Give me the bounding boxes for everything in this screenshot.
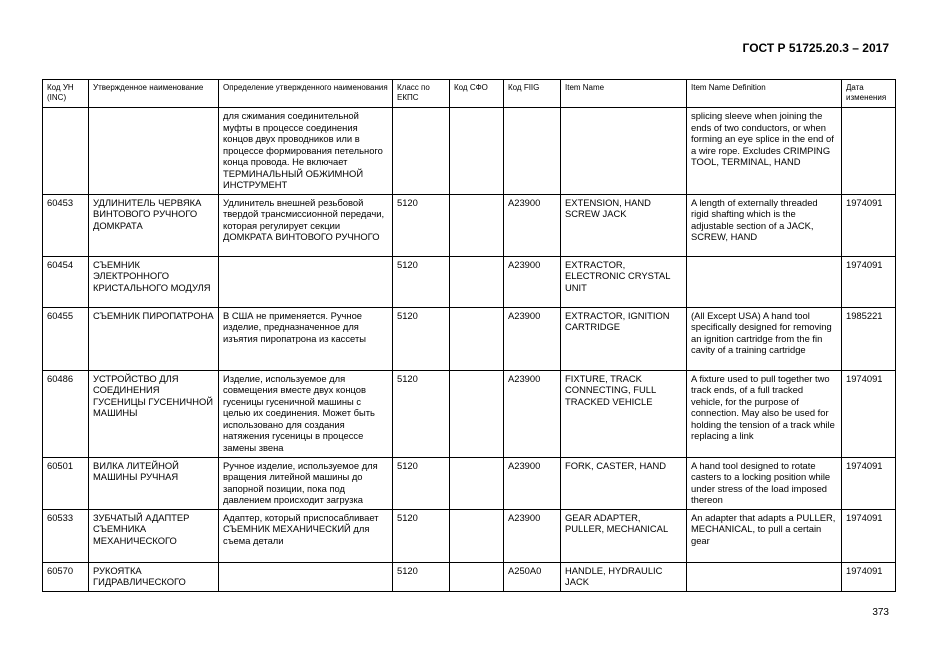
- cell-date: 1974091: [842, 509, 896, 562]
- cell-inc: 60454: [43, 256, 89, 307]
- table-row: [43, 370, 896, 457]
- cell-item-definition: An adapter that adapts a PULLER, MECHANICAL, to pull a certain gear: [687, 509, 842, 562]
- cell-inc: 60486: [43, 370, 89, 457]
- cell-definition: Ручное изделие, используемое для вращения литейной машины до запорной позиции, пока под давлением происходит загрузка: [219, 457, 393, 509]
- cell-item-name: FIXTURE, TRACK CONNECTING, FULL TRACKED VEHICLE: [561, 370, 687, 457]
- column-header-class: Класс по ЕКПС: [393, 80, 450, 108]
- cell-sfo: [450, 509, 504, 562]
- cell-inc: [43, 108, 89, 195]
- cell-inc: 60533: [43, 509, 89, 562]
- cell-item-definition: A hand tool designed to rotate casters to a locking position while under stress of the load imposed thereon: [687, 457, 842, 509]
- cell-inc: 60570: [43, 562, 89, 591]
- cell-date: 1974091: [842, 256, 896, 307]
- column-header-approved-name: Утвержденное наименование: [89, 80, 219, 108]
- cell-approved-name: ЗУБЧАТЫЙ АДАПТЕР СЪЕМНИКА МЕХАНИЧЕСКОГО: [89, 509, 219, 562]
- column-header-inc: Код УН (INC): [43, 80, 89, 108]
- cell-inc: 60455: [43, 307, 89, 370]
- cell-item-name: [561, 108, 687, 195]
- cell-fiig: A23900: [504, 307, 561, 370]
- cell-approved-name: РУКОЯТКА ГИДРАВЛИЧЕСКОГО: [89, 562, 219, 591]
- cell-item-name: EXTRACTOR, IGNITION CARTRIDGE: [561, 307, 687, 370]
- table-row: [43, 194, 896, 256]
- cell-approved-name: ВИЛКА ЛИТЕЙНОЙ МАШИНЫ РУЧНАЯ: [89, 457, 219, 509]
- cell-definition: для сжимания соединительной муфты в процессе соединения концов двух проводников или в процессе формирования петельного конца провода. Не включает ТЕРМИНАЛЬНЫЙ ОБЖИМНОЙ ИНСТРУМЕНТ: [219, 108, 393, 195]
- table-row: [43, 256, 896, 307]
- cell-date: 1974091: [842, 457, 896, 509]
- cell-date: [842, 108, 896, 195]
- cell-sfo: [450, 256, 504, 307]
- table-row: [43, 108, 896, 195]
- cell-definition: [219, 256, 393, 307]
- cell-class: [393, 108, 450, 195]
- cell-inc: 60501: [43, 457, 89, 509]
- page-number: 373: [872, 607, 889, 618]
- cell-class: 5120: [393, 307, 450, 370]
- table-row: [43, 509, 896, 562]
- cell-item-definition: [687, 562, 842, 591]
- table-row: [43, 562, 896, 591]
- cell-approved-name: УСТРОЙСТВО ДЛЯ СОЕДИНЕНИЯ ГУСЕНИЦЫ ГУСЕНИЧНОЙ МАШИНЫ: [89, 370, 219, 457]
- cell-approved-name: УДЛИНИТЕЛЬ ЧЕРВЯКА ВИНТОВОГО РУЧНОГО ДОМКРАТА: [89, 194, 219, 256]
- cell-fiig: A23900: [504, 509, 561, 562]
- cell-class: 5120: [393, 562, 450, 591]
- cell-sfo: [450, 457, 504, 509]
- cell-fiig: A23900: [504, 457, 561, 509]
- table-header-row: [43, 80, 896, 108]
- cell-item-name: FORK, CASTER, HAND: [561, 457, 687, 509]
- cell-sfo: [450, 194, 504, 256]
- table-row: [43, 457, 896, 509]
- cell-item-definition: splicing sleeve when joining the ends of two conductors, or when forming an eye splice in the end of a wire rope. Excludes CRIMPING TOOL, TERMINAL, HAND: [687, 108, 842, 195]
- column-header-sfo: Код СФО: [450, 80, 504, 108]
- column-header-item-definition: Item Name Definition: [687, 80, 842, 108]
- cell-definition: Изделие, используемое для совмещения вместе двух концов гусеницы гусеничной машины с целью их соединения. Может быть использовано для создания натяжения гусеницы в процессе замены звена: [219, 370, 393, 457]
- cell-item-definition: [687, 256, 842, 307]
- cell-definition: Адаптер, который приспосабливает СЪЕМНИК МЕХАНИЧЕСКИЙ для съема детали: [219, 509, 393, 562]
- cell-date: 1985221: [842, 307, 896, 370]
- cell-sfo: [450, 562, 504, 591]
- cell-fiig: A23900: [504, 256, 561, 307]
- cell-item-name: EXTENSION, HAND SCREW JACK: [561, 194, 687, 256]
- cell-item-definition: (All Except USA) A hand tool specifically designed for removing an ignition cartridge from the fin cavity of a training cartridge: [687, 307, 842, 370]
- cell-class: 5120: [393, 370, 450, 457]
- cell-definition: В США не применяется. Ручное изделие, предназначенное для изъятия пиропатрона из кассеты: [219, 307, 393, 370]
- cell-approved-name: СЪЕМНИК ПИРОПАТРОНА: [89, 307, 219, 370]
- cell-class: 5120: [393, 457, 450, 509]
- cell-item-name: GEAR ADAPTER, PULLER, MECHANICAL: [561, 509, 687, 562]
- cell-item-definition: A length of externally threaded rigid shafting which is the adjustable section of a JACK, SCREW, HAND: [687, 194, 842, 256]
- column-header-fiig: Код FIIG: [504, 80, 561, 108]
- cell-item-name: EXTRACTOR, ELECTRONIC CRYSTAL UNIT: [561, 256, 687, 307]
- cell-sfo: [450, 370, 504, 457]
- cell-fiig: A23900: [504, 194, 561, 256]
- cell-class: 5120: [393, 256, 450, 307]
- cell-item-name: HANDLE, HYDRAULIC JACK: [561, 562, 687, 591]
- cell-definition: Удлинитель внешней резьбовой твердой трансмиссионной передачи, которая регулирует секции ДОМКРАТА ВИНТОВОГО РУЧНОГО: [219, 194, 393, 256]
- column-header-item-name: Item Name: [561, 80, 687, 108]
- cell-date: 1974091: [842, 194, 896, 256]
- cell-fiig: A23900: [504, 370, 561, 457]
- nomenclature-table: [42, 79, 896, 592]
- cell-sfo: [450, 108, 504, 195]
- cell-definition: [219, 562, 393, 591]
- cell-approved-name: СЪЕМНИК ЭЛЕКТРОННОГО КРИСТАЛЬНОГО МОДУЛЯ: [89, 256, 219, 307]
- document-header: ГОСТ Р 51725.20.3 – 2017: [742, 41, 889, 55]
- table-row: [43, 307, 896, 370]
- cell-fiig: [504, 108, 561, 195]
- cell-class: 5120: [393, 509, 450, 562]
- cell-item-definition: A fixture used to pull together two track ends, of a full tracked vehicle, for the purpose of connection. May also be used for holding the tension of a track while replacing a link: [687, 370, 842, 457]
- cell-class: 5120: [393, 194, 450, 256]
- cell-date: 1974091: [842, 370, 896, 457]
- cell-date: 1974091: [842, 562, 896, 591]
- cell-sfo: [450, 307, 504, 370]
- column-header-date: Дата изменения: [842, 80, 896, 108]
- column-header-definition: Определение утвержденного наименования: [219, 80, 393, 108]
- cell-fiig: A250A0: [504, 562, 561, 591]
- cell-inc: 60453: [43, 194, 89, 256]
- cell-approved-name: [89, 108, 219, 195]
